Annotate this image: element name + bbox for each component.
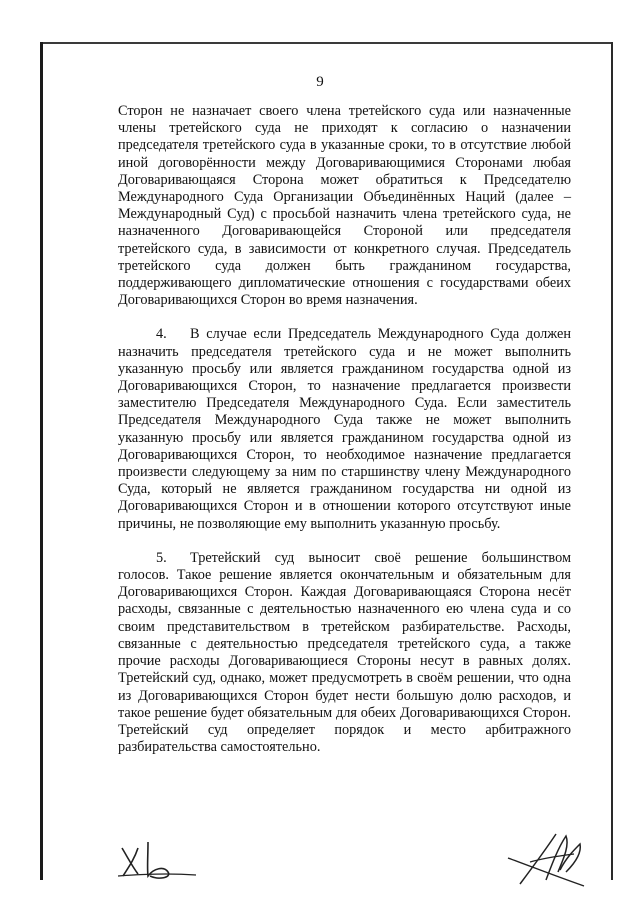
page-border-left bbox=[40, 42, 43, 880]
initials-signature-right bbox=[500, 828, 590, 888]
page-border-top bbox=[40, 42, 613, 44]
document-body bbox=[118, 103, 571, 773]
paragraph-5-text: Третейский суд выносит своё решение большинством голосов. Такое решение является окончательным и обязательным для Договаривающихся Сторон. Каждая Договаривающаяся Сторона несёт расходы, связанные с деятельностью назначенного ею члена суда и со своим представительством в третейском разбирательстве. Расходы, связанные с деятельностью председателя третейского суда, а также прочие расходы Договаривающиеся Стороны несут в равных долях. Третейский суд, однако, может предусмотреть в своём решении, что одна из Договаривающихся Сторон будет нести большую долю расходов, и такое решение будет обязательным для обеих Договаривающихся Сторон. Третейский суд определяет порядок и место арбитражного разбирательства самостоятельно. bbox=[118, 549, 571, 756]
paragraph-4-text: В случае если Председатель Международного Суда должен назначить председателя третейского суда и не может выполнить указанную просьбу или является гражданином государства одной из Договаривающихся Сторон, то назначение предлагается произвести заместителю Председателя Международного Суда. Если заместитель Председателя Международного Суда также не может выполнить указанную просьбу или является гражданином государства одной из Договаривающихся Сторон, то необходимое назначение предлагается произвести следующему за ним по старшинству члену Международного Суда, который не является гражданином государства ни одной из Договаривающихся Сторон и в отношении которого отсутствуют иные причины, не позволяющие ему выполнить указанную просьбу. bbox=[118, 326, 571, 532]
paragraph-5-number: 5. bbox=[156, 549, 167, 566]
page-number: 9 bbox=[316, 74, 324, 90]
page-border-right bbox=[611, 42, 613, 880]
paragraph-5 bbox=[118, 550, 571, 756]
paragraph-4-number: 4. bbox=[156, 326, 167, 343]
initials-signature-left bbox=[118, 836, 198, 881]
paragraph-4 bbox=[118, 326, 571, 532]
continuation-paragraph: Сторон не назначает своего члена третейского суда или назначенные члены третейского суда не приходят к согласию о назначении председателя третейского суда в указанные сроки, то в отсутствие любой иной договорённости между Договаривающимися Сторонами любая Договаривающаяся Сторона может обратиться к Председателю Международного Суда Организации Объединённых Наций (далее – Международный Суд) с просьбой назначить члена третейского суда, не назначенного Договаривающейся Стороной или председателя третейского суда, в зависимости от конкретного случая. Председатель третейского суда должен быть гражданином государства, поддерживающего дипломатические отношения с государствами обеих Договаривающихся Сторон во время назначения. bbox=[118, 103, 571, 309]
